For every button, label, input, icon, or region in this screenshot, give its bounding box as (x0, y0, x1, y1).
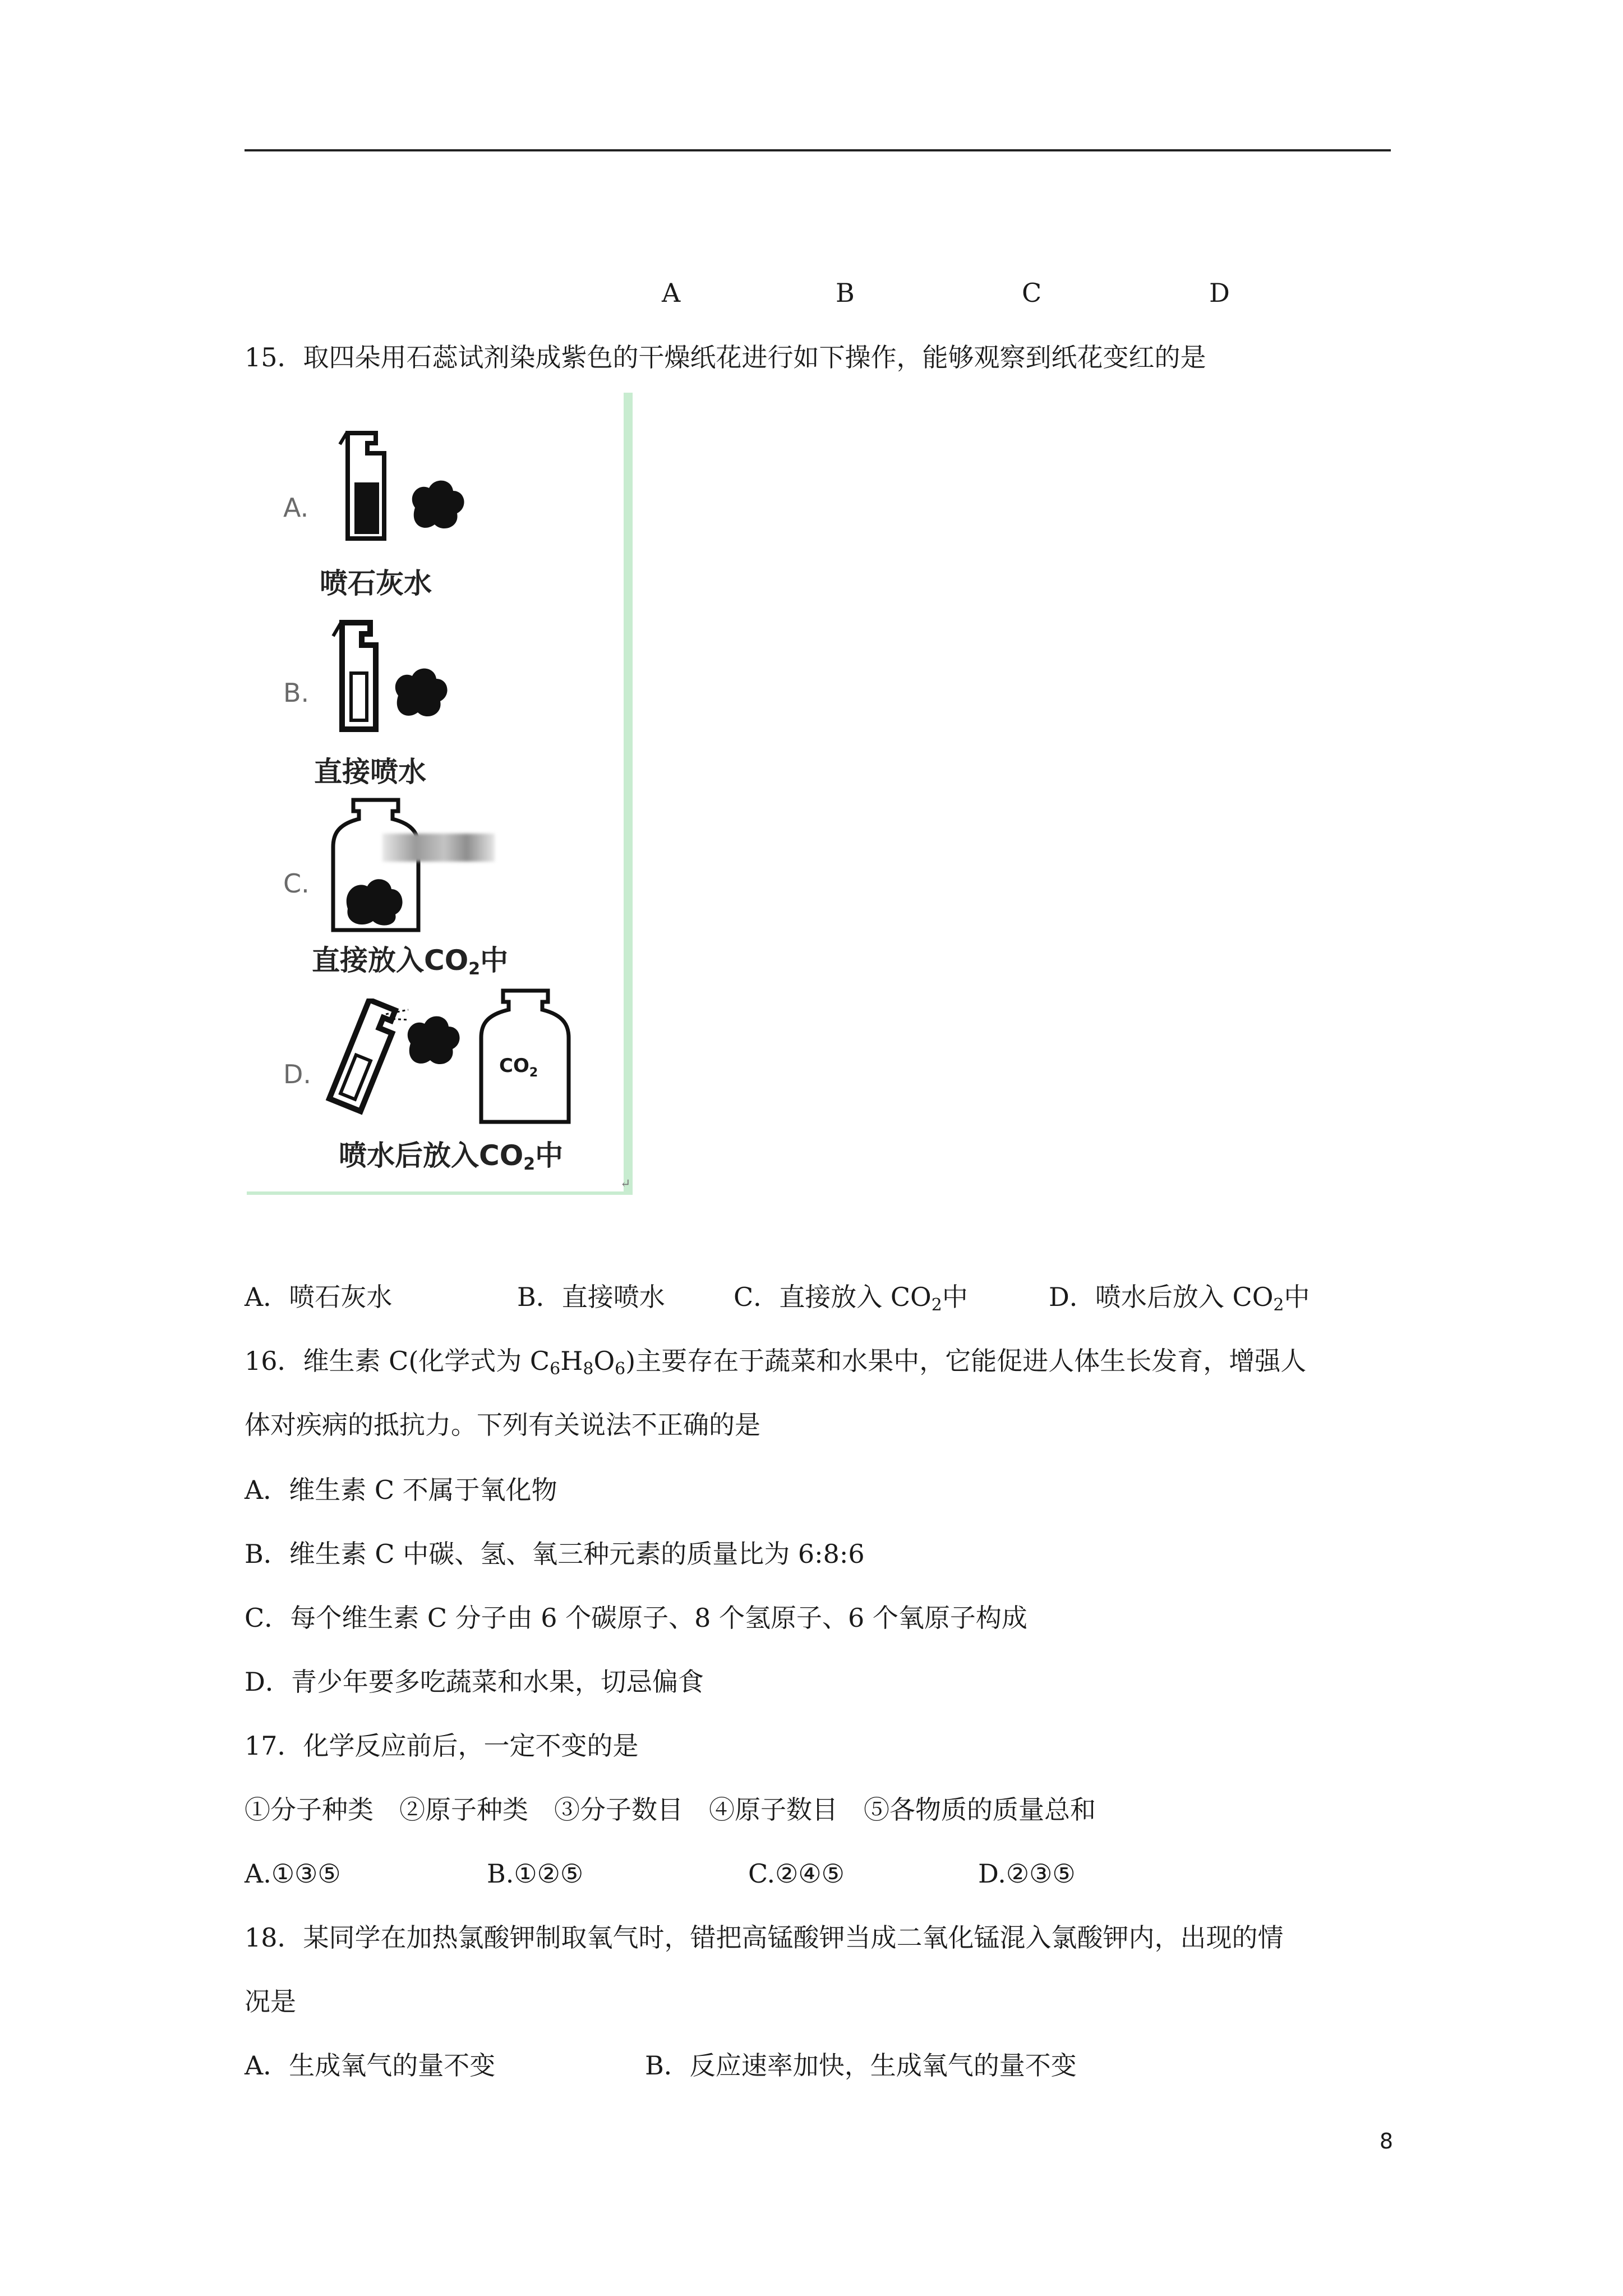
q16-option-b: B．维生素 C 中碳、氢、氧三种元素的质量比为 6:8:6 (245, 1539, 865, 1569)
q16-stem: 16．维生素 C(化学式为 $C_6H_8O_6$)主要存在于蔬菜和水果中，它能促进人体生长发育，增强人 (245, 1346, 1307, 1379)
paper-flower-icon (399, 1010, 467, 1071)
figure-border-bottom (247, 1191, 633, 1195)
fig-caption-b: 直接喷水 (314, 756, 426, 788)
q17-stem: 17．化学反应前后，一定不变的是 (245, 1731, 639, 1761)
q18-option-b: B．反应速率加快，生成氧气的量不变 (645, 2050, 1077, 2081)
q17-option-d: D.②③⑤ (978, 1858, 1076, 1889)
q15-option-d: D．喷水后放入 $CO_2$中 (1049, 1282, 1310, 1315)
q16-option-a: A．维生素 C 不属于氧化物 (245, 1475, 557, 1505)
q17-items: ①分子种类 ②原子种类 ③分子数目 ④原子数目 ⑤各物质的质量总和 (245, 1795, 1096, 1825)
fig-caption-d: 喷水后放入$CO_2$中 (339, 1139, 564, 1174)
paper-flower-icon (387, 662, 454, 724)
q15-option-b: B．直接喷水 (517, 1282, 665, 1312)
q18-stem: 18．某同学在加热氯酸钾制取氧气时，错把高锰酸钾当成二氧化锰混入氯酸钾内，出现的情 (245, 1922, 1284, 1953)
header-rule (245, 149, 1391, 151)
jar-co2-label: $CO_2$ (499, 1055, 538, 1080)
q16-stem-cont: 体对疾病的抵抗力。下列有关说法不正确的是 (245, 1410, 760, 1440)
prev-option-a: A (662, 278, 681, 308)
prev-option-c: C (1022, 278, 1042, 308)
page-number: 8 (1379, 2129, 1393, 2154)
fig-letter-a: A. (283, 493, 309, 523)
q15-stem: 15．取四朵用石蕊试剂染成紫色的干燥纸花进行如下操作，能够观察到纸花变红的是 (245, 342, 1206, 372)
fig-letter-c: C. (283, 868, 310, 899)
q16-option-d: D．青少年要多吃蔬菜和水果，切忌偏食 (245, 1667, 704, 1697)
q16-option-c: C．每个维生素 C 分子由 6 个碳原子、8 个氢原子、6 个氧原子构成 (245, 1603, 1027, 1633)
paper-flower-icon (404, 474, 471, 536)
fig-letter-b: B. (283, 678, 310, 708)
q15-option-a: A．喷石灰水 (245, 1282, 393, 1312)
figure-border (624, 393, 633, 1194)
q17-option-c: C.②④⑤ (748, 1858, 845, 1889)
blurred-label (382, 834, 495, 862)
q17-option-b: B.①②⑤ (487, 1858, 584, 1889)
fig-caption-c: 直接放入$CO_2$中 (312, 944, 509, 979)
prev-option-d: D (1209, 278, 1230, 308)
q18-option-a: A．生成氧气的量不变 (245, 2050, 496, 2081)
fig-caption-a: 喷石灰水 (320, 567, 432, 600)
q18-stem-cont: 况是 (245, 1986, 296, 2017)
q15-option-c: C．直接放入 $CO_2$中 (734, 1282, 968, 1315)
fig-letter-d: D. (283, 1059, 312, 1089)
return-arrow-icon: ↵ (620, 1177, 631, 1191)
prev-option-b: B (836, 278, 855, 308)
gas-jar-icon (331, 797, 421, 937)
q17-option-a: A.①③⑤ (245, 1858, 341, 1889)
